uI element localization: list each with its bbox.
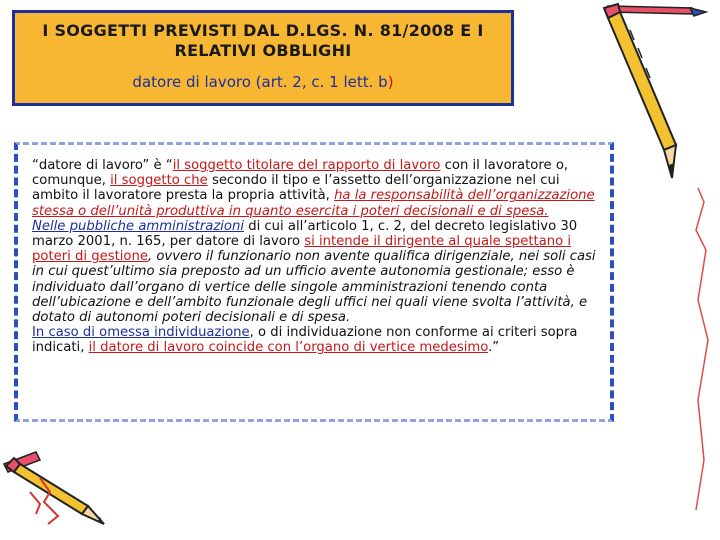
pencil-right-icon [600,0,720,540]
paragraph-omission [32,325,602,355]
text-run: il soggetto che [110,173,208,189]
text-run: .” [488,340,500,356]
pencil-left-icon [0,432,120,540]
text-run: ha la responsabilità dell’organizzazione stessa o dell’unità produttiva in quanto esercita i poteri decisionali e di spesa. [32,188,595,219]
text-run: Nelle pubbliche amministrazioni [32,218,245,234]
paragraph-public-admin [32,219,602,325]
text-run: il soggetto titolare del rapporto di lavoro [172,158,441,173]
paragraph-definition [32,158,602,219]
text-run: “datore di lavoro” è “ [32,158,173,173]
text-run: di cui all’articolo 1, c. 2, del decreto legislativo 30 marzo 2001, n. 165, per datore di lavoro [32,218,578,250]
title-box [12,10,514,106]
subtitle-paren: ) [387,73,394,91]
text-run: , o di individuazione non conforme ai criteri sopra indicati, [32,325,578,356]
page-title: I SOGGETTI PREVISTI DAL D.LGS. N. 81/2008 E I RELATIVI OBBLIGHI [42,21,484,60]
text-run: il datore di lavoro coincide con l’organo di vertice medesimo [88,340,489,356]
text-run: con il lavoratore o, comunque, [32,158,569,189]
content-text [32,158,602,356]
text-run: In caso di omessa individuazione [32,325,250,341]
text-run: , ovvero il funzionario non avente qualifica dirigenziale, nei soli casi in cui quest’ultimo sia preposto ad un ufficio avente autonomia gestionale; esso è individuato dall’organo di vertice delle singole amministrazioni tenendo conta dell’ubicazione e dell’ambito funzionale degli uffici nei quali viene svolta l’attività, e dotato di autonomi poteri decisionali e di spesa. [32,249,596,326]
page-subtitle [15,73,511,91]
subtitle-text: datore di lavoro (art. 2, c. 1 lett. b [132,73,388,91]
text-run: si intende il dirigente al quale spettano i poteri di gestione [32,234,572,265]
text-run: secondo il tipo e l’assetto dell’organizzazione nel cui ambito il lavoratore presta la propria attività, [32,173,560,204]
